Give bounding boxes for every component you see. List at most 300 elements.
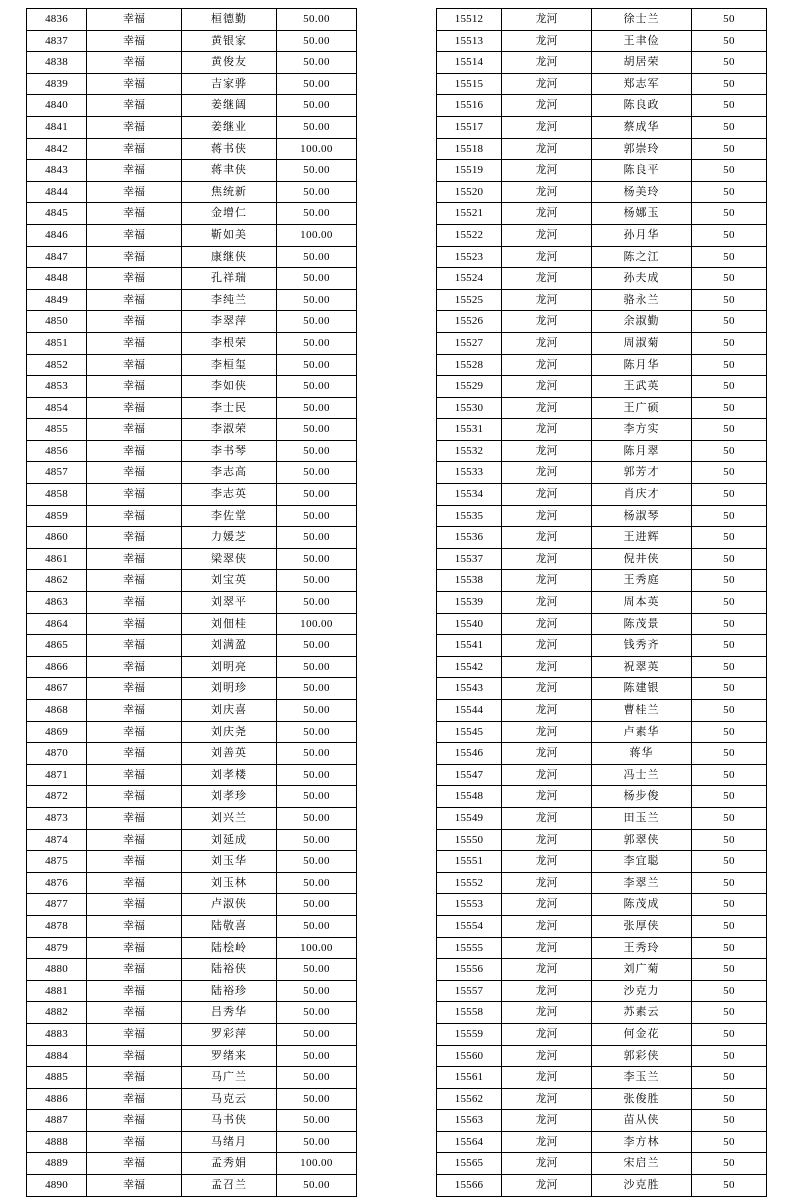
cell-id: 4868 [27,700,87,722]
cell-id: 4865 [27,635,87,657]
cell-id: 4866 [27,656,87,678]
cell-vil: 龙河 [502,1175,592,1197]
cell-amt: 50.00 [277,570,357,592]
cell-vil: 龙河 [502,246,592,268]
cell-vil: 幸福 [87,73,182,95]
cell-amt: 50.00 [277,268,357,290]
cell-vil: 龙河 [502,592,592,614]
cell-vil: 龙河 [502,743,592,765]
cell-amt: 50.00 [277,1088,357,1110]
cell-id: 15534 [437,484,502,506]
cell-id: 15529 [437,376,502,398]
cell-vil: 幸福 [87,30,182,52]
cell-vil: 幸福 [87,505,182,527]
cell-name: 刘明亮 [182,656,277,678]
cell-id: 4873 [27,807,87,829]
cell-id: 15519 [437,160,502,182]
table-row [437,1088,767,1110]
cell-name: 刘庆尧 [182,721,277,743]
cell-id: 15528 [437,354,502,376]
table-row [27,1153,357,1175]
table-row [437,95,767,117]
cell-id: 15563 [437,1110,502,1132]
cell-amt: 50.00 [277,376,357,398]
cell-vil: 龙河 [502,1067,592,1089]
cell-name: 李根荣 [182,332,277,354]
cell-id: 15538 [437,570,502,592]
cell-name: 李佐堂 [182,505,277,527]
cell-name: 李桓玺 [182,354,277,376]
cell-name: 陈良平 [592,160,692,182]
table-row [27,700,357,722]
table-row [27,95,357,117]
cell-id: 15555 [437,937,502,959]
cell-vil: 幸福 [87,1110,182,1132]
cell-name: 孙夫成 [592,268,692,290]
cell-amt: 50.00 [277,354,357,376]
cell-vil: 龙河 [502,570,592,592]
cell-name: 康继侠 [182,246,277,268]
cell-name: 陈月翠 [592,440,692,462]
cell-id: 4890 [27,1175,87,1197]
table-row [27,894,357,916]
table-row [27,786,357,808]
cell-amt: 50 [692,484,767,506]
cell-vil: 龙河 [502,656,592,678]
table-row [437,73,767,95]
cell-name: 刘满盈 [182,635,277,657]
cell-vil: 幸福 [87,462,182,484]
cell-id: 4854 [27,397,87,419]
cell-amt: 50.00 [277,700,357,722]
cell-id: 4856 [27,440,87,462]
table-row [437,1110,767,1132]
cell-id: 15556 [437,959,502,981]
cell-name: 李淑荣 [182,419,277,441]
cell-id: 4855 [27,419,87,441]
cell-name: 郭芳才 [592,462,692,484]
cell-name: 蒋华 [592,743,692,765]
table-row [437,613,767,635]
table-row [437,829,767,851]
table-row [27,764,357,786]
cell-vil: 龙河 [502,1131,592,1153]
cell-amt: 50 [692,700,767,722]
cell-amt: 50.00 [277,829,357,851]
table-row [27,203,357,225]
cell-name: 罗绪来 [182,1045,277,1067]
cell-amt: 50.00 [277,73,357,95]
cell-id: 4874 [27,829,87,851]
cell-amt: 50 [692,203,767,225]
table-row [437,52,767,74]
cell-name: 蔡成华 [592,116,692,138]
cell-id: 15540 [437,613,502,635]
cell-amt: 50.00 [277,181,357,203]
cell-amt: 50 [692,915,767,937]
cell-vil: 幸福 [87,419,182,441]
cell-id: 4837 [27,30,87,52]
cell-vil: 幸福 [87,527,182,549]
cell-vil: 龙河 [502,52,592,74]
cell-amt: 50.00 [277,786,357,808]
cell-vil: 龙河 [502,138,592,160]
cell-id: 15516 [437,95,502,117]
cell-id: 15549 [437,807,502,829]
cell-id: 4887 [27,1110,87,1132]
cell-id: 4841 [27,116,87,138]
table-row [27,397,357,419]
cell-name: 王秀庭 [592,570,692,592]
cell-amt: 50.00 [277,1175,357,1197]
cell-vil: 幸福 [87,570,182,592]
table-row [437,1175,767,1197]
cell-name: 祝翠英 [592,656,692,678]
cell-id: 15522 [437,224,502,246]
cell-amt: 50 [692,743,767,765]
table-row [437,700,767,722]
cell-id: 15558 [437,1002,502,1024]
cell-name: 刘玉林 [182,872,277,894]
cell-name: 田玉兰 [592,807,692,829]
cell-amt: 50.00 [277,1110,357,1132]
cell-id: 4879 [27,937,87,959]
cell-amt: 50.00 [277,289,357,311]
cell-name: 刘宝英 [182,570,277,592]
table-row [437,462,767,484]
cell-name: 姜继业 [182,116,277,138]
cell-vil: 龙河 [502,203,592,225]
cell-id: 15559 [437,1023,502,1045]
table-row [27,1110,357,1132]
cell-name: 黄银家 [182,30,277,52]
cell-amt: 50.00 [277,9,357,31]
cell-amt: 50.00 [277,311,357,333]
cell-amt: 50 [692,268,767,290]
cell-name: 肖庆才 [592,484,692,506]
cell-amt: 50.00 [277,635,357,657]
cell-id: 4843 [27,160,87,182]
cell-vil: 幸福 [87,138,182,160]
table-row [437,505,767,527]
cell-id: 4836 [27,9,87,31]
table-row [437,980,767,1002]
cell-id: 15520 [437,181,502,203]
cell-id: 15542 [437,656,502,678]
table-row [27,181,357,203]
cell-vil: 幸福 [87,678,182,700]
cell-vil: 龙河 [502,959,592,981]
table-row [437,30,767,52]
table-row [437,1131,767,1153]
table-row [27,915,357,937]
cell-id: 4882 [27,1002,87,1024]
table-row [437,656,767,678]
cell-id: 15535 [437,505,502,527]
cell-vil: 幸福 [87,268,182,290]
cell-amt: 50 [692,332,767,354]
cell-amt: 50 [692,462,767,484]
cell-id: 15548 [437,786,502,808]
cell-vil: 幸福 [87,894,182,916]
cell-id: 4875 [27,851,87,873]
table-row [27,332,357,354]
cell-id: 15543 [437,678,502,700]
table-row [27,678,357,700]
table-row [437,484,767,506]
cell-id: 15546 [437,743,502,765]
cell-vil: 幸福 [87,1002,182,1024]
cell-amt: 50 [692,440,767,462]
left-roster-table [26,8,357,1197]
table-row [437,548,767,570]
cell-amt: 100.00 [277,1153,357,1175]
cell-vil: 龙河 [502,376,592,398]
cell-id: 4886 [27,1088,87,1110]
cell-vil: 龙河 [502,332,592,354]
cell-name: 刘孝珍 [182,786,277,808]
cell-name: 李方实 [592,419,692,441]
table-row [437,1023,767,1045]
cell-amt: 50 [692,419,767,441]
table-row [27,462,357,484]
cell-name: 马书侠 [182,1110,277,1132]
cell-name: 靳如美 [182,224,277,246]
table-row [27,656,357,678]
cell-name: 宋启兰 [592,1153,692,1175]
cell-vil: 龙河 [502,807,592,829]
cell-amt: 50 [692,959,767,981]
cell-vil: 幸福 [87,1045,182,1067]
table-row [437,570,767,592]
cell-vil: 龙河 [502,980,592,1002]
table-row [27,570,357,592]
table-row [27,829,357,851]
cell-name: 骆永兰 [592,289,692,311]
cell-name: 苏素云 [592,1002,692,1024]
cell-amt: 50.00 [277,894,357,916]
table-row [27,30,357,52]
cell-name: 陈良政 [592,95,692,117]
cell-name: 刘庆喜 [182,700,277,722]
cell-vil: 幸福 [87,95,182,117]
cell-amt: 50.00 [277,807,357,829]
cell-name: 蒋聿侠 [182,160,277,182]
cell-name: 苗从侠 [592,1110,692,1132]
cell-name: 杨步俊 [592,786,692,808]
table-row [437,721,767,743]
cell-amt: 50.00 [277,462,357,484]
cell-amt: 50 [692,721,767,743]
cell-id: 4838 [27,52,87,74]
cell-id: 15515 [437,73,502,95]
table-row [27,376,357,398]
cell-vil: 幸福 [87,1067,182,1089]
cell-id: 4863 [27,592,87,614]
cell-id: 15564 [437,1131,502,1153]
table-row [27,311,357,333]
cell-id: 4862 [27,570,87,592]
cell-vil: 龙河 [502,116,592,138]
cell-vil: 龙河 [502,484,592,506]
cell-id: 4889 [27,1153,87,1175]
cell-id: 4852 [27,354,87,376]
table-row [437,678,767,700]
cell-amt: 50.00 [277,980,357,1002]
cell-amt: 100.00 [277,937,357,959]
cell-amt: 50.00 [277,52,357,74]
table-row [27,484,357,506]
cell-id: 4881 [27,980,87,1002]
table-row [437,138,767,160]
cell-id: 4848 [27,268,87,290]
cell-amt: 50.00 [277,1045,357,1067]
cell-id: 15521 [437,203,502,225]
table-row [27,635,357,657]
table-row [437,872,767,894]
cell-id: 15566 [437,1175,502,1197]
cell-vil: 龙河 [502,9,592,31]
cell-name: 卢淑侠 [182,894,277,916]
cell-vil: 幸福 [87,548,182,570]
cell-name: 陆桧岭 [182,937,277,959]
table-row [27,872,357,894]
cell-id: 15554 [437,915,502,937]
cell-id: 4864 [27,613,87,635]
cell-id: 15544 [437,700,502,722]
cell-id: 15527 [437,332,502,354]
cell-id: 4877 [27,894,87,916]
cell-vil: 龙河 [502,397,592,419]
cell-id: 15518 [437,138,502,160]
cell-vil: 幸福 [87,613,182,635]
cell-vil: 幸福 [87,829,182,851]
cell-amt: 50.00 [277,95,357,117]
table-row [27,548,357,570]
cell-amt: 50 [692,937,767,959]
table-row [27,354,357,376]
cell-name: 孔祥瑞 [182,268,277,290]
table-row [27,138,357,160]
cell-vil: 龙河 [502,1088,592,1110]
cell-amt: 50.00 [277,959,357,981]
cell-vil: 幸福 [87,484,182,506]
cell-amt: 50 [692,73,767,95]
cell-vil: 幸福 [87,397,182,419]
table-row [27,743,357,765]
cell-name: 刘兴兰 [182,807,277,829]
cell-id: 15526 [437,311,502,333]
table-row [437,743,767,765]
cell-amt: 50 [692,678,767,700]
cell-name: 李书琴 [182,440,277,462]
cell-amt: 50.00 [277,678,357,700]
cell-amt: 50 [692,1153,767,1175]
cell-vil: 龙河 [502,915,592,937]
cell-vil: 龙河 [502,289,592,311]
table-row [437,116,767,138]
cell-id: 4885 [27,1067,87,1089]
cell-id: 4869 [27,721,87,743]
cell-vil: 龙河 [502,937,592,959]
cell-amt: 50 [692,527,767,549]
cell-amt: 50 [692,980,767,1002]
cell-name: 陈月华 [592,354,692,376]
cell-vil: 龙河 [502,268,592,290]
table-row [437,332,767,354]
cell-vil: 龙河 [502,160,592,182]
cell-id: 4850 [27,311,87,333]
cell-name: 马克云 [182,1088,277,1110]
cell-amt: 50.00 [277,397,357,419]
cell-vil: 龙河 [502,613,592,635]
cell-id: 4847 [27,246,87,268]
cell-id: 15557 [437,980,502,1002]
table-row [27,1067,357,1089]
cell-name: 杨娜玉 [592,203,692,225]
cell-id: 4884 [27,1045,87,1067]
table-row [27,721,357,743]
table-row [437,894,767,916]
cell-name: 王秀玲 [592,937,692,959]
cell-name: 刘佃桂 [182,613,277,635]
cell-amt: 50 [692,570,767,592]
table-row [27,246,357,268]
cell-id: 4871 [27,764,87,786]
right-roster-table [436,8,767,1197]
cell-amt: 50.00 [277,160,357,182]
table-row [437,9,767,31]
cell-amt: 100.00 [277,224,357,246]
cell-vil: 幸福 [87,635,182,657]
cell-amt: 50.00 [277,851,357,873]
cell-amt: 50.00 [277,1023,357,1045]
cell-name: 陈茂景 [592,613,692,635]
table-row [437,246,767,268]
cell-amt: 50 [692,311,767,333]
cell-vil: 幸福 [87,851,182,873]
cell-id: 15533 [437,462,502,484]
table-row [437,527,767,549]
cell-name: 李志高 [182,462,277,484]
cell-name: 李纯兰 [182,289,277,311]
table-row [27,289,357,311]
cell-id: 4849 [27,289,87,311]
cell-name: 金增仁 [182,203,277,225]
cell-name: 何金花 [592,1023,692,1045]
cell-name: 曹桂兰 [592,700,692,722]
cell-vil: 幸福 [87,1023,182,1045]
cell-amt: 50 [692,1002,767,1024]
table-row [27,807,357,829]
table-row [437,397,767,419]
cell-vil: 幸福 [87,52,182,74]
cell-vil: 龙河 [502,829,592,851]
cell-vil: 龙河 [502,721,592,743]
cell-name: 李士民 [182,397,277,419]
cell-name: 陈茂成 [592,894,692,916]
cell-name: 蒋书侠 [182,138,277,160]
cell-vil: 幸福 [87,289,182,311]
cell-amt: 50 [692,894,767,916]
cell-id: 15560 [437,1045,502,1067]
cell-id: 4844 [27,181,87,203]
table-row [437,1045,767,1067]
cell-id: 15545 [437,721,502,743]
cell-vil: 龙河 [502,419,592,441]
cell-id: 15536 [437,527,502,549]
cell-name: 陆敬喜 [182,915,277,937]
